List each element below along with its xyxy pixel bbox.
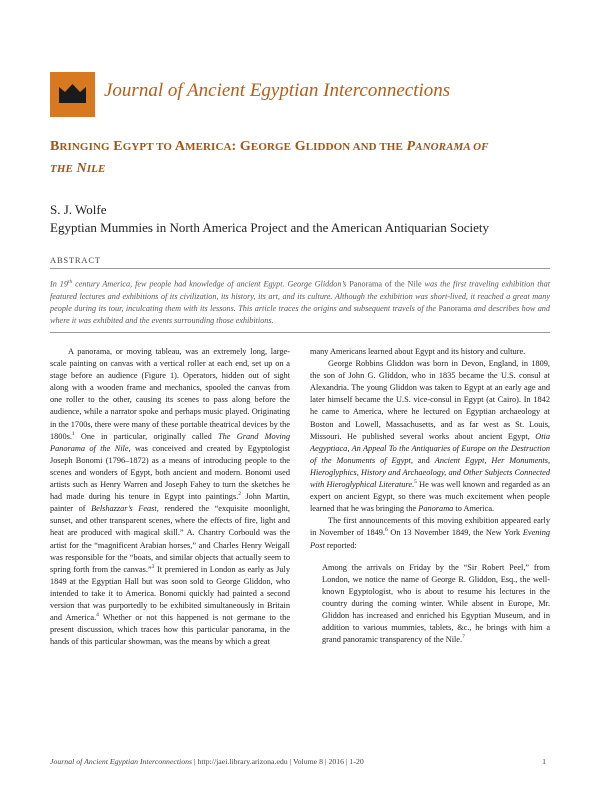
- journal-title: Journal of Ancient Egyptian Interconnections: [104, 80, 451, 101]
- abstract-bottom-rule: [50, 332, 550, 333]
- page-number: 1: [542, 757, 546, 766]
- author-affiliation: Egyptian Mummies in North America Project and the American Antiquarian Society: [50, 220, 490, 235]
- article-title: BRINGING EGYPT TO AMERICA: GEORGE GLIDDON AND THE PANORAMA OF THE NILE: [50, 139, 489, 176]
- journal-logo: [50, 72, 95, 117]
- block-quote: Among the arrivals on Friday by the “Sir Robert Peel,” from London, we notice the name of George R. Gliddon, Esq., the well-known Egyptologist, who is about to resume his lectures in the country during the coming winter. While absent in Europe, Mr. Gliddon has increased and enriched his Egyptian Museum, and in addition to various mummies, tablets, &c., he brings with him a grand panoramic transparency of the Nile.$^7$: [322, 562, 550, 645]
- crown-logo-icon: [50, 72, 95, 117]
- paragraph: George Robbins Gliddon was born in Devon, England, in 1809, the son of John G. Gliddon, who in 1835 became the U.S. consul at Alexandria. The young Gliddon was taken to Egypt at an early age and later himself became the U.S. vice-consul in Egypt (at Cairo). In 1842 he came to America, where he lectured on Egyptian archaeology at Boston and Lowell, Massachusetts, and as far west as St. Louis, Missouri. He published several works about ancient Egypt, Otia Aegyptiaca, An Appeal To the Antiquaries of Europe on the Destruction of the Monuments of Egypt, and Ancient Egypt, Her Monuments, Hieroglyphics, History and Archaeology, and Other Subjects Connected with Hieroglyphical Literature.$^5$ He was well known and regarded as an expert on ancient Egypt, so there was much excitement when people learned that he was bringing the Panorama to America.: [310, 359, 551, 514]
- body-column-left: [50, 346, 290, 648]
- page-footer: [50, 757, 550, 766]
- footer-info: | http://jaei.library.arizona.edu | Volume 8 | 2016 | 1-20: [192, 757, 364, 766]
- abstract-top-rule: [50, 268, 550, 269]
- abstract-heading: ABSTRACT: [50, 255, 101, 265]
- paragraph: A panorama, or moving tableau, was an extremely long, large-scale painting on canvas with a vertical roller at each end, set up on a stage before an audience (Figure 1). Operators, hidden out of sight along with a wooden frame and mechanics, spooled the canvas from one roller to the other, causing its scenes to pass along before the audience, while a narrator spoke and perhaps music played. Originating in the 1700s, there were many of these portable theatrical devices by the 1800s.$^1$ One in particular, originally called The Grand Moving Panorama of the Nile, was conceived and created by Egyptologist Joseph Bonomi (1796–1872) as a means of introducing people to the scenes and wonders of Egypt, both ancient and modern. Bonomi used artists such as Henry Warren and Joseph Fahey to turn the sketches he had made during his tenure in Egypt into paintings.$^2$ John Martin, painter of Belshazzar’s Feast, rendered the “exquisite moonlight, sunset, and other transparent scenes, where the effects of fire, light and heat are produced with magical skill.” A. Chantry Corbould was the artist for the “magnificent Arabian horses,” and Charles Henry Weigall was responsible for the “boats, and similar objects that actually seem to spring forth from the canvas.”$^3$ It premiered in London as early as July 1849 at the Egyptian Hall but was soon sold to George Gliddon, who intended to take it to America. Bonomi quickly had painted a second version that was purportedly to be exhibited simultaneously in Britain and America.$^4$ Whether or not this happened is not germane to the present discussion, which traces how this particular panorama, in the hands of this particular showman, was the means by which a great: [50, 347, 291, 647]
- author-name: S. J. Wolfe: [50, 202, 107, 217]
- abstract-text: In 19th century America, few people had knowledge of ancient Egypt. George Gliddon’s Panorama of the Nile was the first traveling exhibition that featured lectures and exhibitions of its civilization, its history, its art, and its culture. Although the exhibition was short-lived, it reached a great many people during its tour, inculcating them with its lessons. This article traces the origins and subsequent travels of the Panorama and describes how and where it was exhibited and the events surrounding those exhibitions.: [50, 279, 550, 326]
- paragraph: The first announcements of this moving exhibition appeared early in November of 1849.$^6$ On 13 November 1849, the New York Evening Post reported:: [310, 516, 550, 550]
- body-column-right: [310, 346, 550, 646]
- paragraph: many Americans learned about Egypt and its history and culture.: [310, 347, 526, 356]
- footer-journal: Journal of Ancient Egyptian Interconnections: [50, 757, 193, 766]
